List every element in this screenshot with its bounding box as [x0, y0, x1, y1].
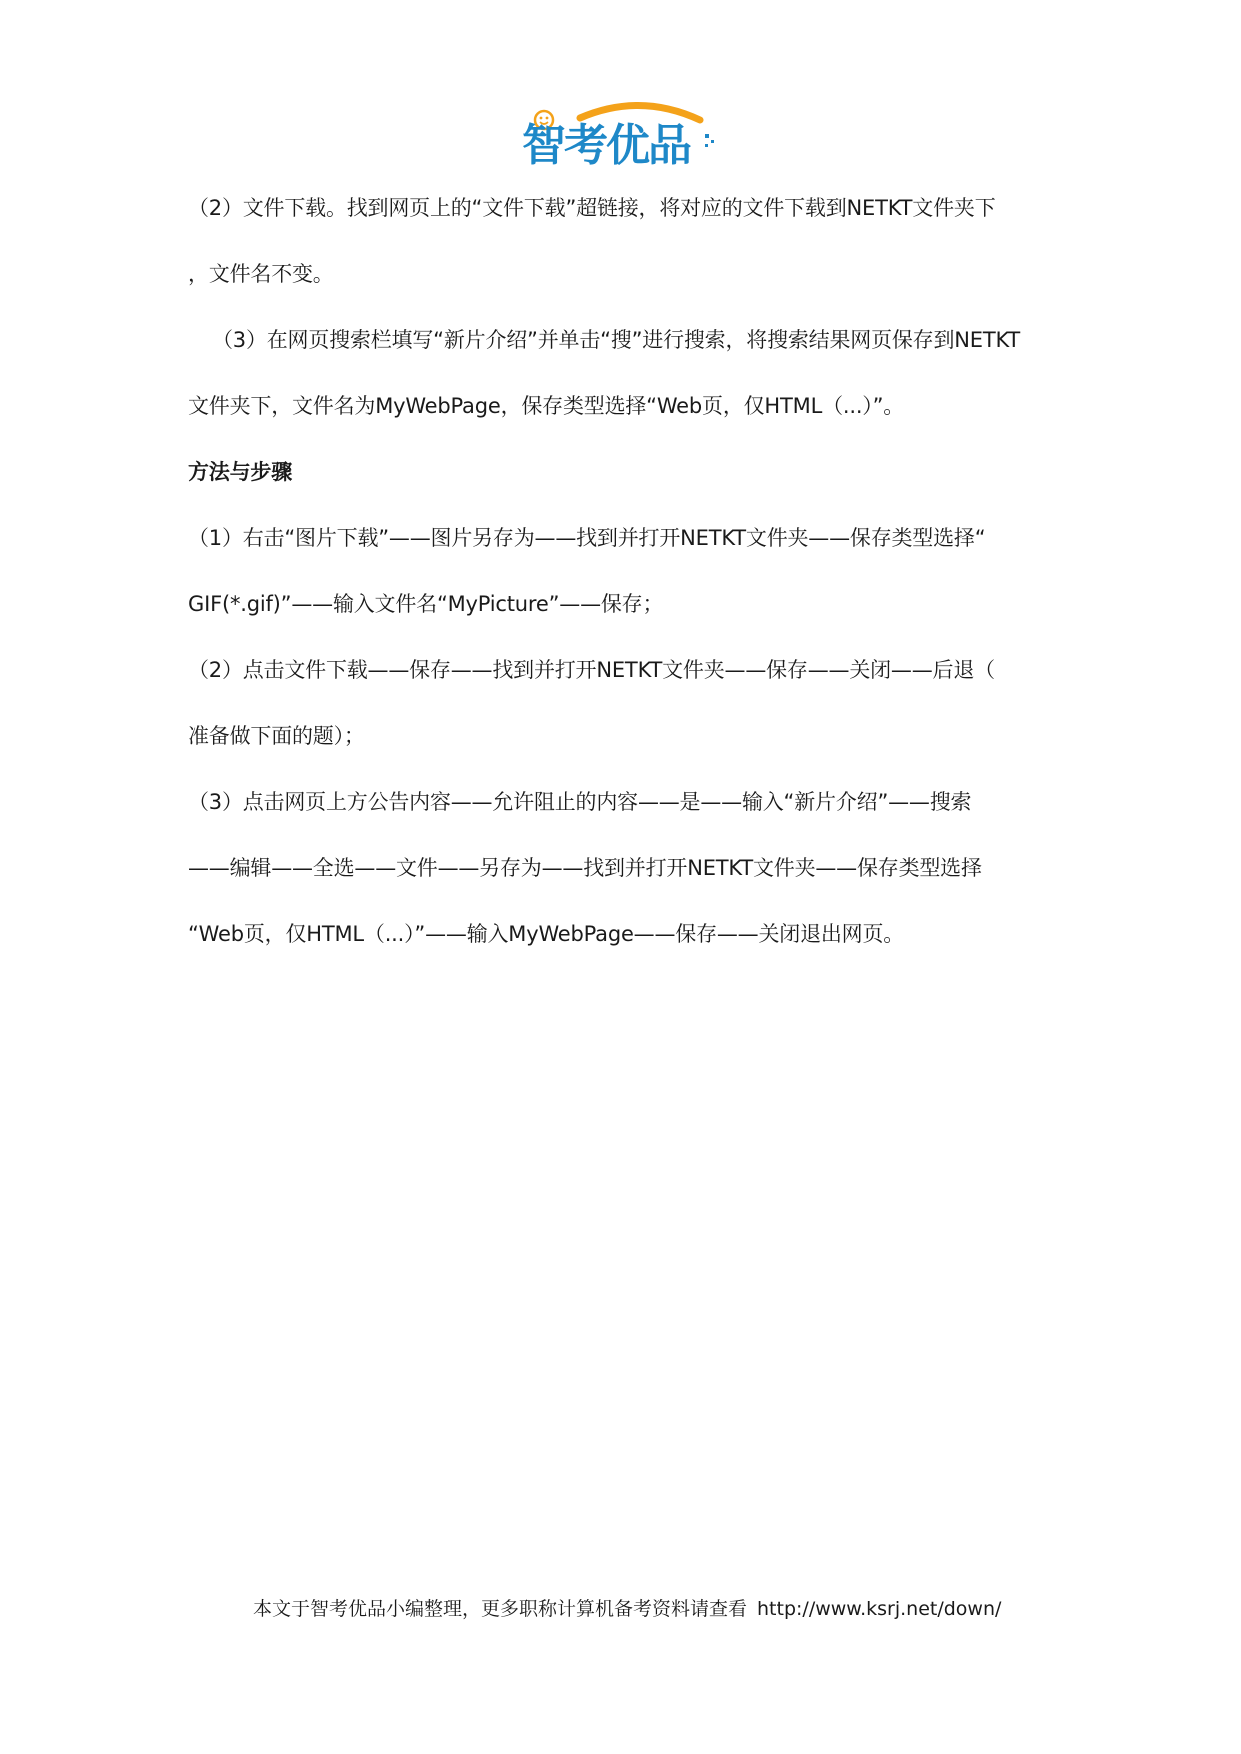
logo — [522, 96, 722, 168]
footer — [253, 1596, 1001, 1622]
footer-url: http://www.ksrj.net/down/ — [757, 1598, 1002, 1620]
footer-text: 本文于智考优品小编整理，更多职称计算机备考资料请查看 — [253, 1598, 748, 1620]
body-line-11: ——编辑——全选——文件——另存为——找到并打开NETKT文件夹——保存类型选择 — [188, 856, 982, 880]
body-line-12: “Web页，仅HTML（...）”——输入MyWebPage——保存——关闭退出网页。 — [188, 922, 905, 946]
body-line-2: ，文件名不变。 — [188, 262, 334, 286]
body-line-4: 文件夹下，文件名为MyWebPage，保存类型选择“Web页，仅HTML（...）”。 — [188, 394, 905, 418]
body-line-8: （2）点击文件下载——保存——找到并打开NETKT文件夹——保存——关闭——后退（ — [188, 658, 995, 682]
body-line-6: （1）右击“图片下载”——图片另存为——找到并打开NETKT文件夹——保存类型选择“ — [188, 526, 986, 550]
body-line-7: GIF(*.gif)”——输入文件名“MyPicture”——保存； — [188, 592, 664, 616]
body-line-9: 准备做下面的题）； — [188, 724, 365, 748]
section-heading: 方法与步骤 — [188, 460, 292, 484]
body-line-1: （2）文件下载。找到网页上的“文件下载”超链接，将对应的文件下载到NETKT文件夹下 — [188, 196, 996, 220]
body-line-3: （3）在网页搜索栏填写“新片介绍”并单击“搜”进行搜索，将搜索结果网页保存到NETKT — [212, 328, 1021, 352]
logo-text: 智考优品 — [522, 120, 690, 168]
body-line-10: （3）点击网页上方公告内容——允许阻止的内容——是——输入“新片介绍”——搜索 — [188, 790, 972, 814]
